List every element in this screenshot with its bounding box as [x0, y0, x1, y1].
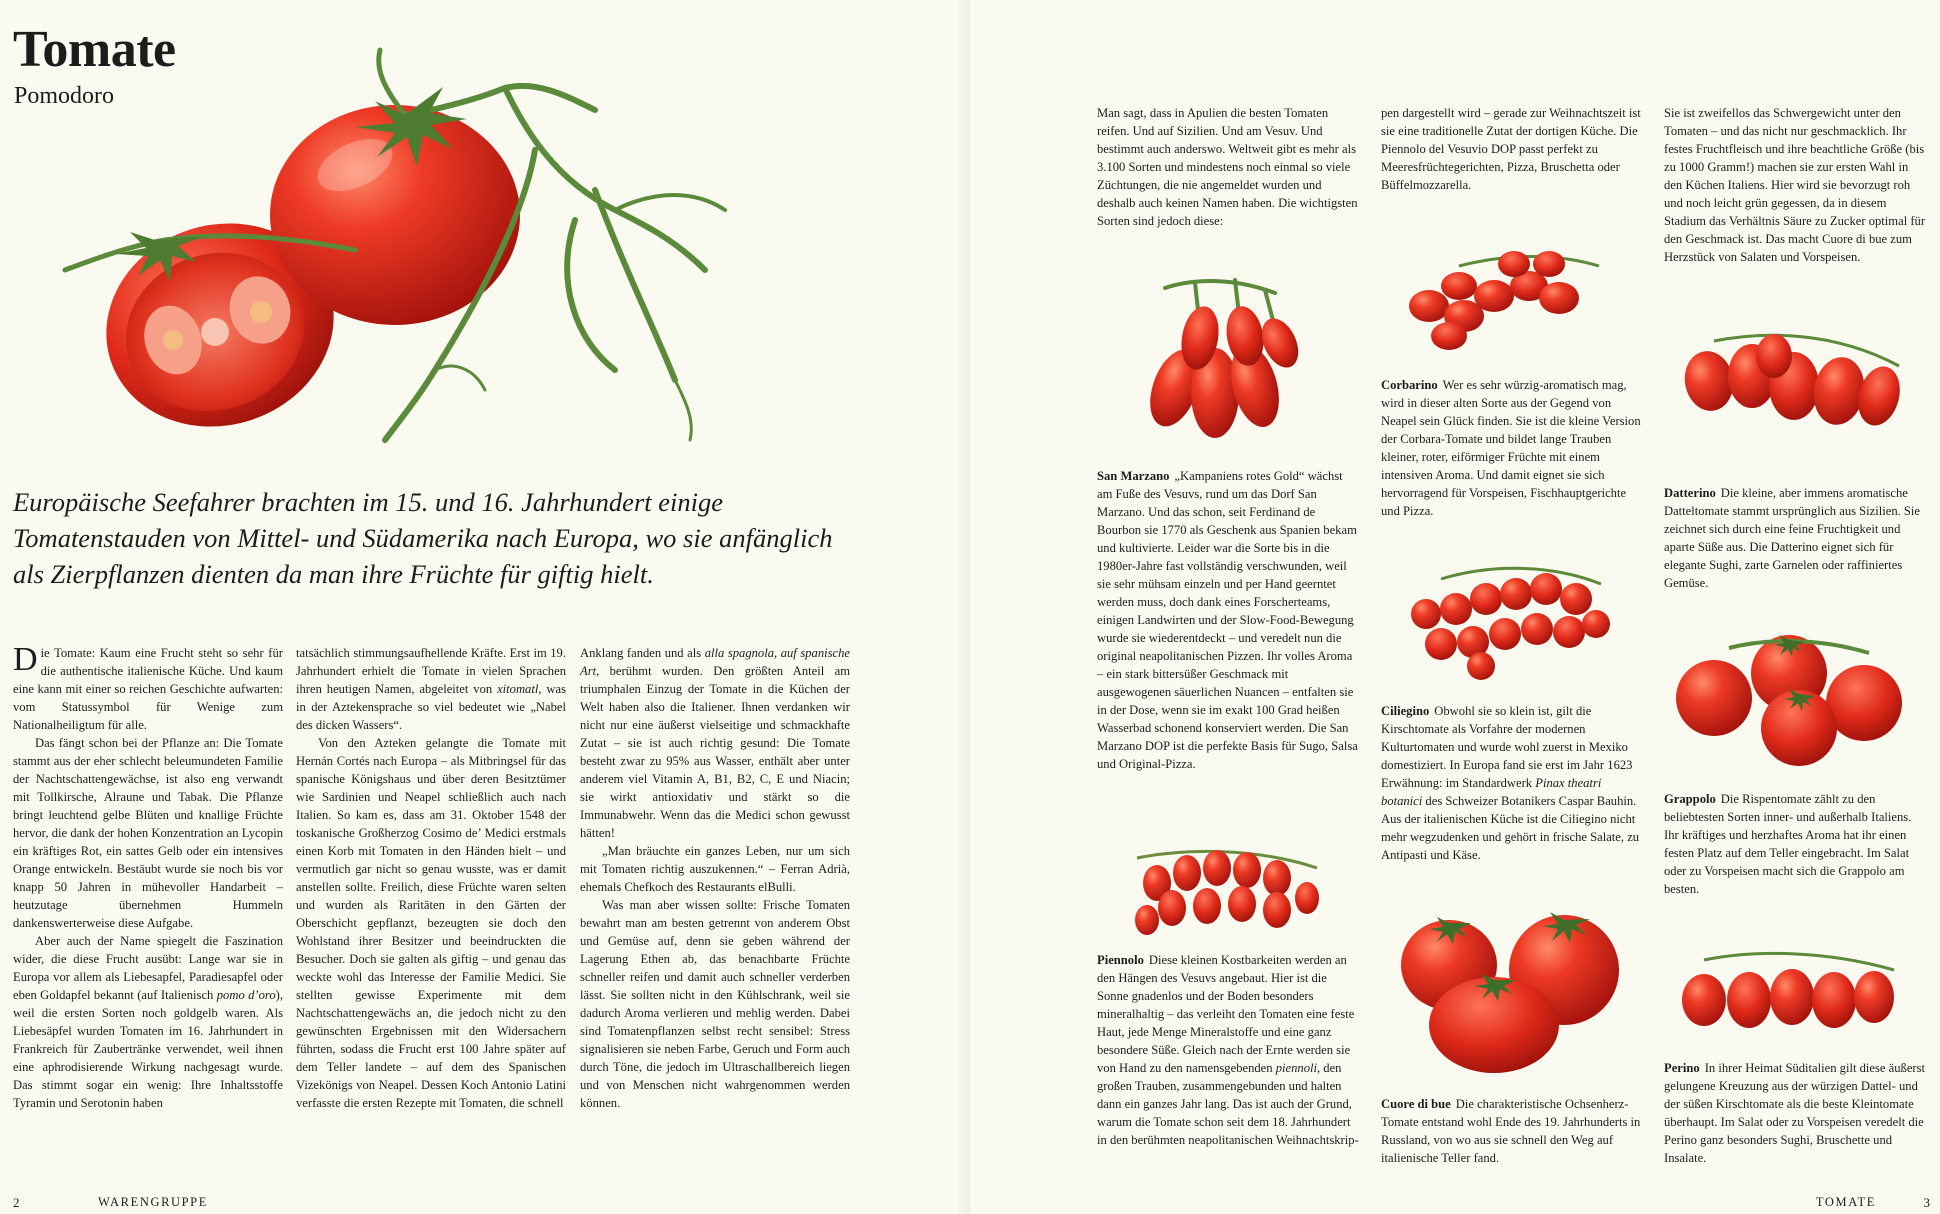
variety-column-1 — [1097, 0, 1359, 1214]
variety-name: Piennolo — [1097, 953, 1144, 967]
dropcap: D — [13, 641, 38, 678]
ciliegino-image — [1401, 554, 1621, 684]
page-title: Tomate — [13, 21, 176, 78]
variety-name: Grappolo — [1664, 792, 1716, 806]
hero-tomato-illustration — [55, 40, 735, 450]
grappolo-image — [1669, 628, 1914, 768]
paragraph: Das fängt schon bei der Pflanze an: Die Tomate stammt aus der eher schlecht beleumundeten Familie der Nachtschattengewächse, ist also eng verwandt mit Tollkirsche, Alraune und Tabak. Die Pflanze bringt leuchtend gelbe Blüten und knallige Früchte hervor, die dank der hohen Konzentration an Lycopin ein kräftiges Rot, ein sattes Gelb oder ein intensives Orange entwickeln. Bestäubt wurde sie noch bis vor knapp 50 Jahren in mühevoller Handarbeit – heutzutage übernehmen Hummeln dankenswerterweise diese Aufgabe. — [13, 736, 283, 930]
variety-name: Corbarino — [1381, 378, 1438, 392]
san-marzano-text: San Marzano „Kampaniens rotes Gold“ wächst am Fuße des Vesuvs, rund um das Dorf San Marzano. Und das schon, seit Ferdinand de Bourbon sie 1770 als Geschenk aus Spanien bekam und kultivierte. Leider war die Sorte bis in die 1980er-Jahre fast vollständig verschwunden, weil sie sehr mühsam einzeln und per Hand geerntet werden muss, doch dank eines Forscherteams, einigen Landwirten und der Slow-Food-Bewegung wurde sie wiederentdeckt – und veredelt nun die original neapolitanischen Pizzen. Ihr volles Aroma – ein stark bittersüßer Geschmack mit ausgewogenen säuerlichen Nuancen – entfalten sie in der Dose, wenn sie im exakt 100 Grad heißen Wasserbad schonend konserviert werden. Die San Marzano DOP ist die perfekte Basis für Sugo, Salsa und Original-Pizza. — [1097, 469, 1358, 771]
paragraph: Anklang fanden und als alla spagnola, auf spanische Art, berühmt wurden. Den größten Anteil am triumphalen Einzug der Tomate in die Küchen der Welt haben also die Italiener. Ihnen verdanken wir nicht nur eine äußerst vielseitige und schmackhafte Zutat – sie ist auch richtig gesund: Die Tomate besteht zwar zu 95% aus Wasser, enthält aber unter anderem viel Vitamin A, B1, B2, C, E und Niacin; sie wirkt antioxidativ und stärkt so die Immunabwehr. Wenn das die Medici schon gewusst hätten! — [580, 646, 850, 840]
paragraph: Von den Azteken gelangte die Tomate mit Hernán Cortés nach Europa – als Mitbringsel für das spanische Königshaus und über deren Besitztümer wie Sardinien und Neapel schließlich auch nach Italien. So kam es, dass am 31. Oktober 1548 der toskanische Großherzog Cosimo de’ Medici erstmals einen Korb mit Tomaten in den Händen hielt – und vermutlich gar nicht so genau wusste, was er damit anstellen sollte. Freilich, diese Früchte waren selten und wurden als Raritäten in den Gärten der Oberschicht gepflanzt, bezeugten sie doch den Wohlstand ihrer Besitzer und beeindruckten die Besucher. Doch sie galten als giftig – und genau das weckte wohl das Interesse der Familie Medici. Sie stellten gewisse Experimente mit dem Nachtschattengewächs an, die jedoch nicht zu den gewünschten Ergebnissen mit den Widersachern führten, sodass die Frucht erst 100 Jahre später auf dem Teller landete – auf dem des Spanischen Vizekönigs von Neapel. Dessen Koch Antonio Latini verfasste die ersten Rezepte mit Tomaten, die schnell — [296, 736, 566, 1110]
perino-text: Perino In ihrer Heimat Süditalien gilt diese äußerst gelungene Kreuzung aus der würzigen Dattel- und der süßen Kirschtomate als die beste Kleintomate überhaupt. Im Salat oder zu Vorspeisen veredelt die Perino ganz besonders Sughi, Bruschette und Insalate. — [1664, 1061, 1926, 1165]
variety-name: Perino — [1664, 1061, 1700, 1075]
datterino-text: Datterino Die kleine, aber immens aromatische Datteltomate stammt ursprünglich aus Sizilien. Sie zeichnet sich durch eine feine Fruchtigkeit und aparte Süße aus. Die Datterino eignet sich für elegante Sughi, zarte Garnelen oder raffiniertes Gemüse. — [1664, 486, 1921, 590]
paragraph: tatsächlich stimmungsaufhellende Kräfte. Erst im 19. Jahrhundert erhielt die Tomate in vielen Sprachen ihren heutigen Namen, abgeleitet von xitomatl, was in der Aztekensprache so viel bedeutet wie „Nabel des dicken Wassers“. — [296, 646, 566, 732]
variety-name: San Marzano — [1097, 469, 1170, 483]
variety-name: Ciliegino — [1381, 704, 1430, 718]
variety-column-3 — [1664, 0, 1926, 1214]
cuore-di-bue-text: Cuore di bue Die charakteristische Ochsenherz-Tomate entstand wohl Ende des 19. Jahrhunderts in Russland, von wo aus sie schnell den Weg auf italienische Teller fand. — [1381, 1097, 1641, 1165]
datterino-image — [1674, 326, 1909, 456]
page-subtitle: Pomodoro — [14, 83, 115, 109]
continued-text: Sie ist zweifellos das Schwergewicht unter den Tomaten – und das nicht nur geschmacklich. Ihr festes Fruchtfleisch und ihre beachtliche Größe (bis zu 1000 Gramm!) machen sie zur ersten Wahl in den Küchen Italiens. Hier wird sie bevorzugt roh und noch leicht grün gegessen, da in diesem Stadium das Verhältnis Säure zu Zucker optimal für den Geschmack ist. Das macht Cuore di bue zum Herzstück von Salaten und Vorspeisen. — [1664, 106, 1926, 264]
variety-name: Cuore di bue — [1381, 1097, 1451, 1111]
body-column-2 — [296, 644, 566, 1112]
paragraph: „Man bräuchte ein ganzes Leben, nur um sich mit Tomaten richtig auszukennen.“ – Ferran Adrià, ehemals Chefkoch des Restaurants elBulli. — [580, 844, 850, 894]
page-number: 2 — [13, 1195, 20, 1210]
piennolo-text: Piennolo Diese kleinen Kostbarkeiten werden an den Hängen des Vesuvs angebaut. Hier ist die Sonne gnadenlos und der Boden besonders mineralhaltig – das verleiht den Tomaten eine feste Haut, jede Menge Mineralstoffe und eine ganz besondere Süße. Gleich nach der Ernte werden sie von Hand zu den namensgebenden piennoli, den großen Trauben, zusammengebunden und halten dann ein ganzes Jahr lang. Das ist auch der Grund, warum die Tomate schon seit dem 18. Jahrhundert in den berühmten neapolitanischen Weihnachtskrip- — [1097, 953, 1359, 1147]
body-column-1: Die Tomate: Kaum eine Frucht steht so sehr für die authentische italienische Küche. Und kaum eine kann mit einer so reichen Geschichte aufwarten: vom Statussymbol für Wenige zum Nationalheiligtum für alle. Das fängt schon bei der Pflanze an: Die Tomate stammt aus der eher schlecht beleumundeten Familie der Nachtschattengewächse, ist also eng verwandt mit Tollkirsche, Alraune und Tabak. Die Pflanze bringt leuchtend gelbe Blüten und knallige Früchte hervor, die dank der hohen Konzentration an Lycopin ein kräftiges Rot, ein sattes Gelb oder ein intensives Orange entwickeln. Bestäubt wurde sie noch bis vor knapp 50 Jahren in mühevoller Handarbeit – heutzutage übernehmen Hummeln dankenswerterweise diese Aufgabe. Aber auch der Name spiegelt die Faszination wider, die diese Frucht ausübt: Lange war sie in Europa vor allem als Liebesapfel, Paradiesapfel oder eben Goldapfel bekannt (auf Italienisch pomo d’oro), weil die ersten Sorten noch goldgelb waren. Als Liebesäpfel wurden Tomaten im 16. Jahrhundert in Frankreich für Zaubertränke verwendet, weil ihnen eine aphrodisierende Wirkung nachgesagt wurde. Das stimmt sogar ein wenig: Ihre Inhaltsstoffe Tyramin und Serotonin haben — [13, 641, 284, 1110]
intro-text: Man sagt, dass in Apulien die besten Tomaten reifen. Und auf Sizilien. Und am Vesuv. Und bestimmt auch anderswo. Weltweit gibt es mehr als 3.100 Sorten und mindestens noch einmal so viele Züchtungen, die nie angemeldet wurden und deshalb auch keinen Namen haben. Die wichtigsten Sorten sind jedoch diese: — [1097, 106, 1358, 228]
lead-paragraph: Europäische Seefahrer brachten im 15. und 16. Jahrhundert einige Tomatenstauden von Mittel- und Südamerika nach Europa, wo sie anfänglich als Zierpflanzen dienten da man ihre Früchte für giftig hielt. — [13, 487, 833, 589]
piennolo-image — [1117, 828, 1337, 948]
perino-image — [1674, 945, 1904, 1045]
san-marzano-image — [1105, 268, 1335, 448]
running-head: TOMATE — [1815, 1195, 1876, 1209]
grappolo-text: Grappolo Die Rispentomate zählt zu den beliebtesten Sorten inner- und außerhalb Italiens. Ihr kräftiges und herzhaftes Aroma hat ihr einen festen Platz auf dem Teller eingebracht. Im Salat oder zu Vorspeisen macht sich die Grappolo am besten. — [1664, 792, 1912, 896]
continued-text: pen dargestellt wird – gerade zur Weihnachtszeit ist sie eine traditionelle Zutat der dortigen Küche. Die Piennolo del Vesuvio DOP passt perfekt zu Meeresfrüchtegerichten, Pizza, Bruschetta oder Büffelmozzarella. — [1381, 106, 1641, 192]
ciliegino-text: Ciliegino Obwohl sie so klein ist, gilt die Kirschtomate als Vorfahre der modernen Kulturtomaten und wurde wohl zuerst in Mexiko domestiziert. In Europa fand sie erst im Jahr 1623 Erwähnung: im Standardwerk Pinax theatri botanici des Schweizer Botanikers Caspar Bauhin. Aus der italienischen Küche ist die Ciliegino nicht mehr wegzudenken und gehört in frische Salate, zu Antipasti und Käse. — [1381, 704, 1640, 862]
page-number: 3 — [1923, 1195, 1930, 1210]
running-head: WARENGRUPPE — [98, 1195, 208, 1209]
variety-name: Datterino — [1664, 486, 1716, 500]
corbarino-text: Corbarino Wer es sehr würzig-aromatisch mag, wird in dieser alten Sorte aus der Gegend von Neapel sein Glück finden. Sie ist die kleine Version der Corbara-Tomate und bildet lange Trauben kleiner, roter, eiförmiger Früchte mit einem intensiven Aroma. Und damit eignet sie sich hervorragend für Vorspeisen, Fischhauptgerichte und Pizza. — [1381, 378, 1641, 518]
paragraph: Aber auch der Name spiegelt die Faszination wider, die diese Frucht ausübt: Lange war sie in Europa vor allem als Liebesapfel, Paradiesapfel oder eben Goldapfel bekannt (auf Italienisch pomo d’oro), weil die ersten Sorten noch goldgelb waren. Als Liebesäpfel wurden Tomaten im 16. Jahrhundert in Frankreich für Zaubertränke verwendet, weil ihnen eine aphrodisierende Wirkung nachgesagt wurde. Das stimmt sogar ein wenig: Ihre Inhaltsstoffe Tyramin und Serotonin haben — [13, 934, 284, 1110]
right-page — [970, 0, 1940, 1214]
paragraph: Was man aber wissen sollte: Frische Tomaten bewahrt man am besten getrennt von anderem Obst und Gemüse auf, denn sie geben während der Lagerung Ethen ab, das benachbarte Früchte schneller reifen und damit auch schneller verderben lässt. Sie sollten nicht in den Kühlschrank, weil sie dadurch Aroma verlieren und mehlig werden. Dabei sind Tomatenpflanzen selbst recht sensibel: Stress signalisieren sie neben Farbe, Geruch und Form auch durch Töne, die jedoch im Ultraschallbereich liegen und von Menschen nicht wahrgenommen werden können. — [580, 898, 850, 1110]
body-column-3 — [580, 644, 850, 1112]
variety-column-2 — [1381, 0, 1643, 1214]
cuore-di-bue-image — [1389, 905, 1634, 1075]
corbarino-image — [1399, 236, 1619, 366]
